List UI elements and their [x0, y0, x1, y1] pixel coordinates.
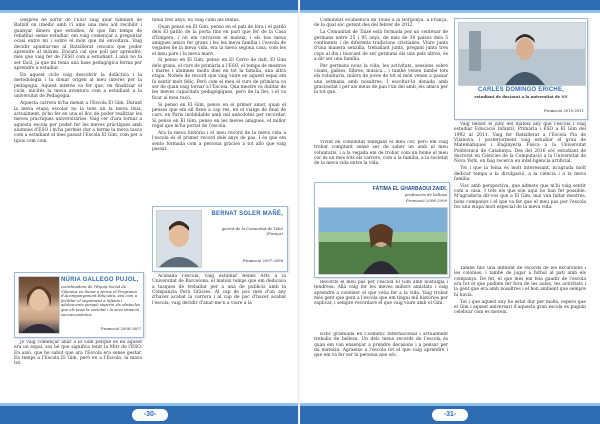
card-name: NÚRIA GALLEGO PUJOL,	[61, 277, 139, 283]
paragraph: Tot i que la feina és molt interessant, m'agrada molt dedicar temps a la divulgació, a la ciència i a la meva família.	[454, 166, 586, 182]
top-band-accent	[0, 10, 300, 13]
portrait-photo	[18, 276, 60, 334]
top-band	[300, 0, 600, 10]
paragraph: Quan penso en El Gim, penso en el pati de fora i el patiló dels El patiló de la porta fins en part que fer de la Casa d'Empera, i on em cercaven el mateix, i els tiss meus amigues amics fer grans i les les meva família i l'escola de vegades de la meva vida, era la meva segona casa, com les el meu pare i la meva mare.	[152, 24, 286, 57]
card-promo: Promoció 2006-2007	[101, 326, 141, 331]
paragraph: Recordo el meu pas per l'escola El Gim amb nostàlgia i tendresa. Allà vaig fer les meves millors amistats i vaig aprendre a conèixer el que volia fer a la vida. Vaig trobar més gent que gent a l'escola que em tingui mil històries per explicar, i sempre recordaré el que vaig viure amb el Gim.	[314, 280, 448, 307]
portrait-image	[157, 211, 201, 267]
left-column-1	[14, 18, 142, 270]
paragraph: Després de sortir de l'ESO vaig anar también de Batxill on (médic amb l'i amo una més a/d recibilir i guanyar dinero que estudies. Al que fim temps de rebatllar sense estudiar, em vaig començar a preguntar ocasi entre mi i sobre el món que mi envoltava. Vaig decidir apuntar-me al Batxillerat (encara que poder aprendre al màxim. Encara cal que poll per aprendre, més que vaig fer de l'ESO com a estudiant. I això no ta ser fàcil, ja que mi tenia una base pedagògica ferma per aprendre a estudiar.	[14, 18, 142, 72]
profile-card-nuria	[14, 272, 144, 338]
paragraph: Visc amb perspectiva, que admeto que m'hi vaig sentir com a casa. I tots els que són aquí ho han fet possible. M'agradaria dir-vos que a El Gim, mai van faltar mestres, bons companys i el que va fer que el meu pas per l'escola fos una etapa molt especial de la meva vida.	[454, 183, 586, 211]
paragraph: Aquesta carrera m'ha menat a l'Escola El Gim. Durant la meva etapa escolar no la tens un la meva línia, actualment, m'ho fer en una el lloc de poder realitzar les meves pràctiques universitàries. Vaig cer d'ara tornar a aquesta escola per poder fer les meves pràctiques amb alumnes d'ESO i m'ha permès dur a terme la meva tasca com a estudiant el mes passat l'Escola El Gim, com per a tipus com com.	[14, 101, 142, 144]
card-role: coordinadora de l'Equip Social de Vilanova en donar a terme el Programa d'Acompanyament Educatiu, així com a facilitar el seguiment a infants i adolescents perquè superin els obstacles que els posa la societat i la seva situació socioeconòmica.	[61, 285, 141, 317]
page-number: -30-	[132, 409, 168, 421]
paragraph: tenia tres anys, no vaig camí als tennis.	[152, 18, 241, 23]
left-column-1-bottom	[14, 340, 142, 400]
paragraph: També tinc una infinitat de records de les excursions i les colònies, i també de jugar a futbol al pati amb els companys. De fet, el que més em feia gaudir de l'escola era tot el que podíem fer fora de les aules, les activitats i la gent que era amb nosaltres i el bon ambient que sempre hi havia.	[454, 266, 586, 298]
card-name: FÀTIMA EL GHARBAOUI ZAIDI,	[372, 186, 447, 192]
card-role: gerent de la Comunitat de Tolet (França)	[221, 226, 283, 236]
portrait-photo	[318, 207, 448, 275]
profile-card-bernat	[152, 206, 288, 272]
card-name: BERNAT SOLER MAÑÉ,	[211, 211, 283, 217]
profile-card-carles	[454, 18, 588, 120]
top-band-accent	[300, 10, 600, 13]
right-column-2	[454, 122, 586, 262]
paragraph: Vaig néixer el juny del mateix any que l'escola i vaig estudiar Educació Infantil, Primària i ESO a El Gim del 1992 al 2011. Vaig fer Batxillerat a l'Escola Pia de Vilanova, i posteriorment vaig estudiar el grau de Matemàtiques i Enginyeria Física a la Universitat Politècnica de Catalunya. Des del 2016 sóc estudiant de doctorat en Ciències de la Computació a la Universitat de Nova York, on faig recerca en intel·ligència artificial.	[454, 122, 586, 165]
paragraph: Per germans nous la vida, les activitats, sessions sobre ciuats, gabies, llibres, música... i també venen també tots els voluntaris, milers de joves de tot el món venen a passar una setmana amb nosaltres. I escoltar-la donada amb graciositat i per als meus de pau l'un del amb, els amics per la tot que.	[314, 63, 448, 96]
paragraph: Estic graduada en Cosmètic Internacional i actualment treballo de bellesa. Un dels meus records de l'escola és quan em van ensenyar a prendre decisions i a pensar per mi mateixa. Agraeixo a l'escola tot el que vaig aprendre i que em va fer ser la persona que sóc.	[314, 332, 448, 359]
page-number: -31-	[432, 409, 468, 421]
portrait-image	[319, 208, 447, 274]
portrait-photo	[156, 210, 202, 268]
left-column-2-bottom	[152, 274, 286, 400]
card-role: estudiant de doctorat a la universitat de NY	[474, 94, 568, 99]
right-column-1-bottom	[314, 280, 448, 330]
paragraph: Vivint en comunitat tellegant el meu cor, però em vaig trobar comptant sense ser de saber un amb el meu voluntaris, i a la vegada em de trobar com un home el meu cor és un mes tots els carrers, com a la família, a la societat de la meva vida entre la vida.	[314, 140, 448, 167]
right-column-1-mid	[314, 140, 448, 178]
paragraph: Comunitat ecumènica de Toulé a la Borgonya, a França, de la qual sóc gerent des del febrer de 2012.	[314, 18, 448, 29]
paragraph: En aquest cicle vaig descobrir la didàctica i la metodologia i tu donar origen al meu interès per la pedagogia. Aquest interès va fer que, en finalitzar el cicle, inicités la meva aventura com a estudiant a la universitat de Pedagogia.	[14, 72, 142, 100]
portrait-image	[19, 277, 59, 333]
paragraph: Acabada l'escola, vaig estudiar Belles Arts a la Universitat de Barcelona, el mateix temps que em dedicava a tasques de treballar per a una de publicis amb la Companyia Perú Gràcies. Al cap de poc més d'un any d'haver acabat la carrera i al cap de poc d'haver acabat l'escola, vaig decidir d'anar-me'n a viure a la	[152, 274, 286, 306]
card-promo: Promoció 2010-2011	[544, 108, 584, 113]
right-column-2-bottom	[454, 266, 586, 402]
card-promo: Promoció 2008-2009	[406, 198, 447, 203]
paragraph: Tot i que aquest any he estat dur per molts, espero que el Gim i aquest aniversari d'aquesta gran escola es puguin celebrar com es mereix.	[454, 299, 586, 316]
paragraph: Jo vaig començar anar a El Gim perquè és en aquest era un espai, sos bé que significa tenir la Mitr de l'ESO. En això, que he sabut que ara l'Escola era sense gestar. En temps a l'Escola El Gim, però en a l'Escola, la mava tot.	[14, 340, 142, 367]
card-name: CARLES DOMINGO ERICHE,	[477, 87, 565, 93]
right-page	[300, 0, 600, 424]
paragraph: La Comunitat de Taizé està formada per un centenar de germans entre 25 i 95 anys, de més de 30 països dels 5 continents i de diferents tradicions cristianes. Viure junts d'una manera senzilla, treballant junts, pregant junts tres cops al dia i buscant de ser germans els uns pels altres, és a dir ser una família.	[314, 30, 448, 62]
portrait-image	[459, 23, 585, 85]
portrait-photo	[458, 22, 586, 86]
paragraph: Si penso en El Gim, penso en el primer amor, quan el penses que em ell fixen a cap res, en el viatge de final de curs, en Paris inoblidable amb mil anècdotes per recordar. Si penso en El Gim, penso en les meves amigues, el millor regal que m'ha portat de l'escola.	[152, 102, 286, 130]
right-column-1-bottom-2	[314, 332, 448, 402]
paragraph: Si penso en El Gim, penso en El Cerro de dalt, El Gim dels grans, el curs de primària a l'ESO, el temps de mestres i mares i alumnes molts dies en tot la família, una altra etapa. Només de record que vaig viure en aquest espai em fa sentir molt feliç. Però com el meu el curs de primària va ser de quan vaig tornar a l'Escola. Qua mestre va dubtar de les meves capacitats pedagògiques, però de la llei, i el va ficar al meu racó.	[152, 58, 286, 101]
card-role: professora de bellesa	[404, 192, 447, 197]
right-column-1	[314, 18, 448, 138]
paragraph: Ara la meva història i el meu record de la meva vida a l'escola és el primer record dels anys de pas. I és que em sento formada com a persona gràcies a tot allò que vaig passar.	[152, 130, 286, 152]
profile-card-fatima	[314, 182, 450, 278]
top-band	[0, 0, 300, 10]
left-column-2	[152, 18, 286, 198]
card-promo: Promoció 2007-2008	[243, 258, 283, 263]
